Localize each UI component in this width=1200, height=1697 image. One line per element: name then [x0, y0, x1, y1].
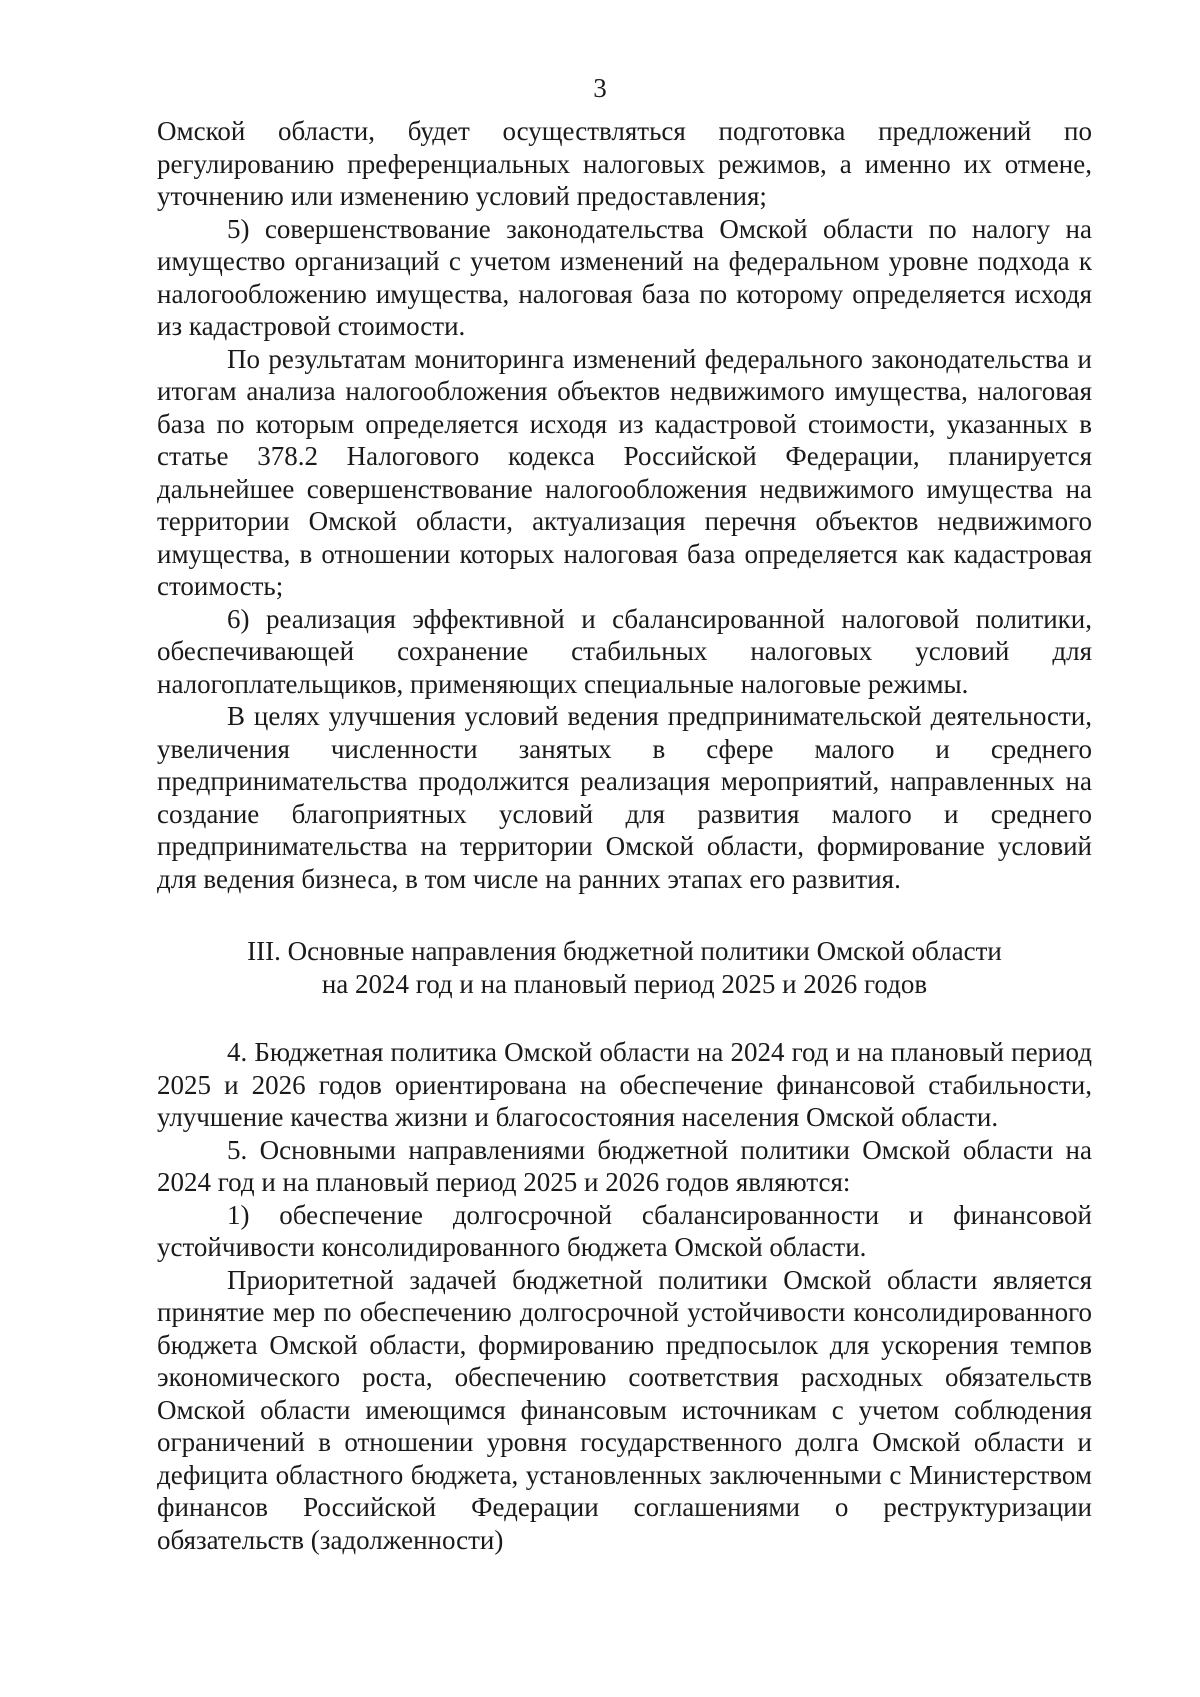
section-heading-line-1: III. Основные направления бюджетной политики Омской области: [247, 936, 1002, 966]
paragraph-clause-5: 5. Основными направлениями бюджетной политики Омской области на 2024 год и на плановый период 2025 и 2026 годов являются:: [157, 1134, 1092, 1197]
section-heading-line-2: на 2024 год и на плановый период 2025 и 2026 годов: [321, 968, 928, 999]
document-body: [157, 115, 1092, 1556]
section-heading: [157, 935, 1092, 1000]
page-number: 3: [593, 73, 607, 103]
paragraph-subitem-1: 1) обеспечение долгосрочной сбалансированности и финансовой устойчивости консолидированного бюджета Омской области.: [157, 1199, 1092, 1262]
paragraph-item-5-property-tax: 5) совершенствование законодательства Омской области по налогу на имущество организаций с учетом изменений на федеральном уровне подхода к налогообложению имущества, налоговая база по которому определяется исходя из кадастровой стоимости.: [157, 213, 1092, 341]
paragraph-item-6-tax-policy: 6) реализация эффективной и сбалансированной налоговой политики, обеспечивающей сохранение стабильных налоговых условий для налогоплательщиков, применяющих специальные налоговые режимы.: [157, 603, 1092, 699]
paragraph-small-business: В целях улучшения условий ведения предпринимательской деятельности, увеличения численности занятых в сфере малого и среднего предпринимательства продолжится реализация мероприятий, направленных на создание благоприятных условий для развития малого и среднего предпринимательства на территории Омской области, формирование условий для ведения бизнеса, в том числе на ранних этапах его развития.: [157, 701, 1092, 894]
paragraph-monitoring-results: По результатам мониторинга изменений федерального законодательства и итогам анализа налогообложения объектов недвижимого имущества, налоговая база по которым определяется исходя из кадастровой стоимости, указанных в статье 378.2 Налогового кодекса Российской Федерации, планируется дальнейшее совершенствование налогообложения недвижимого имущества на территории Омской области, актуализация перечня объектов недвижимого имущества, в отношении которых налоговая база определяется как кадастровая стоимость;: [157, 343, 1092, 601]
paragraph-clause-4: 4. Бюджетная политика Омской области на 2024 год и на плановый период 2025 и 2026 годов ориентирована на обеспечение финансовой стабильности, улучшение качества жизни и благосостояния населения Омской области.: [157, 1037, 1092, 1132]
paragraph-priority-task: Приоритетной задачей бюджетной политики Омской области является принятие мер по обеспечению долгосрочной устойчивости консолидированного бюджета Омской области, формированию предпосылок для ускорения темпов экономического роста, обеспечению соответствия расходных обязательств Омской области имеющимся финансовым источникам с учетом соблюдения ограничений в отношении уровня государственного долга Омской области и дефицита областного бюджета, установленных заключенными с Министерством финансов Российской Федерации соглашениями о реструктуризации обязательств (задолженности): [157, 1264, 1092, 1555]
paragraph-continuation: Омской области, будет осуществляться подготовка предложений по регулированию преференциальных налоговых режимов, а именно их отмене, уточнению или изменению условий предоставления;: [157, 116, 1092, 211]
